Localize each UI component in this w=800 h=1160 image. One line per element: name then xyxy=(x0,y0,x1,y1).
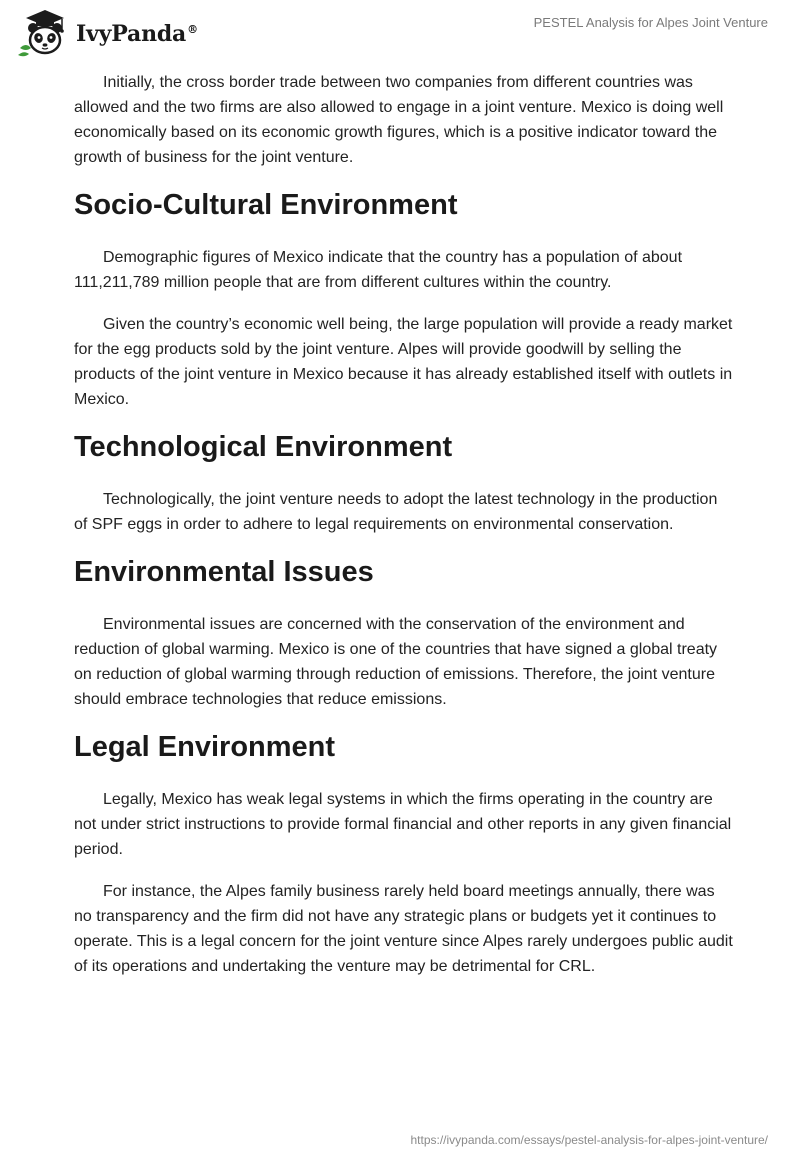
paragraph: Legally, Mexico has weak legal systems in which the firms operating in the country are not under strict instructions to provide formal financial and other reports in any given financial period. xyxy=(74,791,732,858)
source-url-link[interactable]: https://ivypanda.com/essays/pestel-analysis-for-alpes-joint-venture/ xyxy=(410,1133,768,1147)
logo-text: IvyPanda® xyxy=(76,21,198,47)
document-title: PESTEL Analysis for Alpes Joint Venture xyxy=(533,15,768,30)
section-heading-technological: Technological Environment xyxy=(74,431,453,463)
section-heading-socio-cultural: Socio-Cultural Environment xyxy=(74,189,458,221)
intro-paragraph: Initially, the cross border trade between two companies from different countries was allowed and the two firms are also allowed to engage in a joint venture. Mexico is doing well economically based on its economic growth figures, which is a positive indicator toward the growth of business for the joint venture. xyxy=(74,74,724,166)
ivypanda-logo[interactable] xyxy=(16,8,198,58)
panda-graduate-icon xyxy=(16,8,74,58)
paragraph: Environmental issues are concerned with the conservation of the environment and reduction of global warming. Mexico is one of the countries that have signed a global treaty on reduction of global warming through reduction of emissions. Therefore, the joint venture should embrace technologies that reduce emissions. xyxy=(74,616,718,708)
paragraph: Demographic figures of Mexico indicate that the country has a population of about 111,211,789 million people that are from different cultures within the country. xyxy=(74,249,683,291)
paragraph: For instance, the Alpes family business rarely held board meetings annually, there was no transparency and the firm did not have any strategic plans or budgets yet it continues to operate. This is a legal concern for the joint venture since Alpes rarely undergoes public audit of its operations and undertaking the venture may be detrimental for CRL. xyxy=(74,883,733,975)
paragraph: Technologically, the joint venture needs to adopt the latest technology in the production of SPF eggs in order to adhere to legal requirements on environmental conservation. xyxy=(74,491,718,533)
section-heading-environmental: Environmental Issues xyxy=(74,556,374,588)
section-heading-legal: Legal Environment xyxy=(74,731,336,763)
essay-content xyxy=(74,70,734,996)
paragraph: Given the country’s economic well being, the large population will provide a ready market for the egg products sold by the joint venture. Alpes will provide goodwill by selling the products of the joint venture in Mexico because it has already established itself with outlets in Mexico. xyxy=(74,316,733,408)
page-header xyxy=(0,0,800,64)
